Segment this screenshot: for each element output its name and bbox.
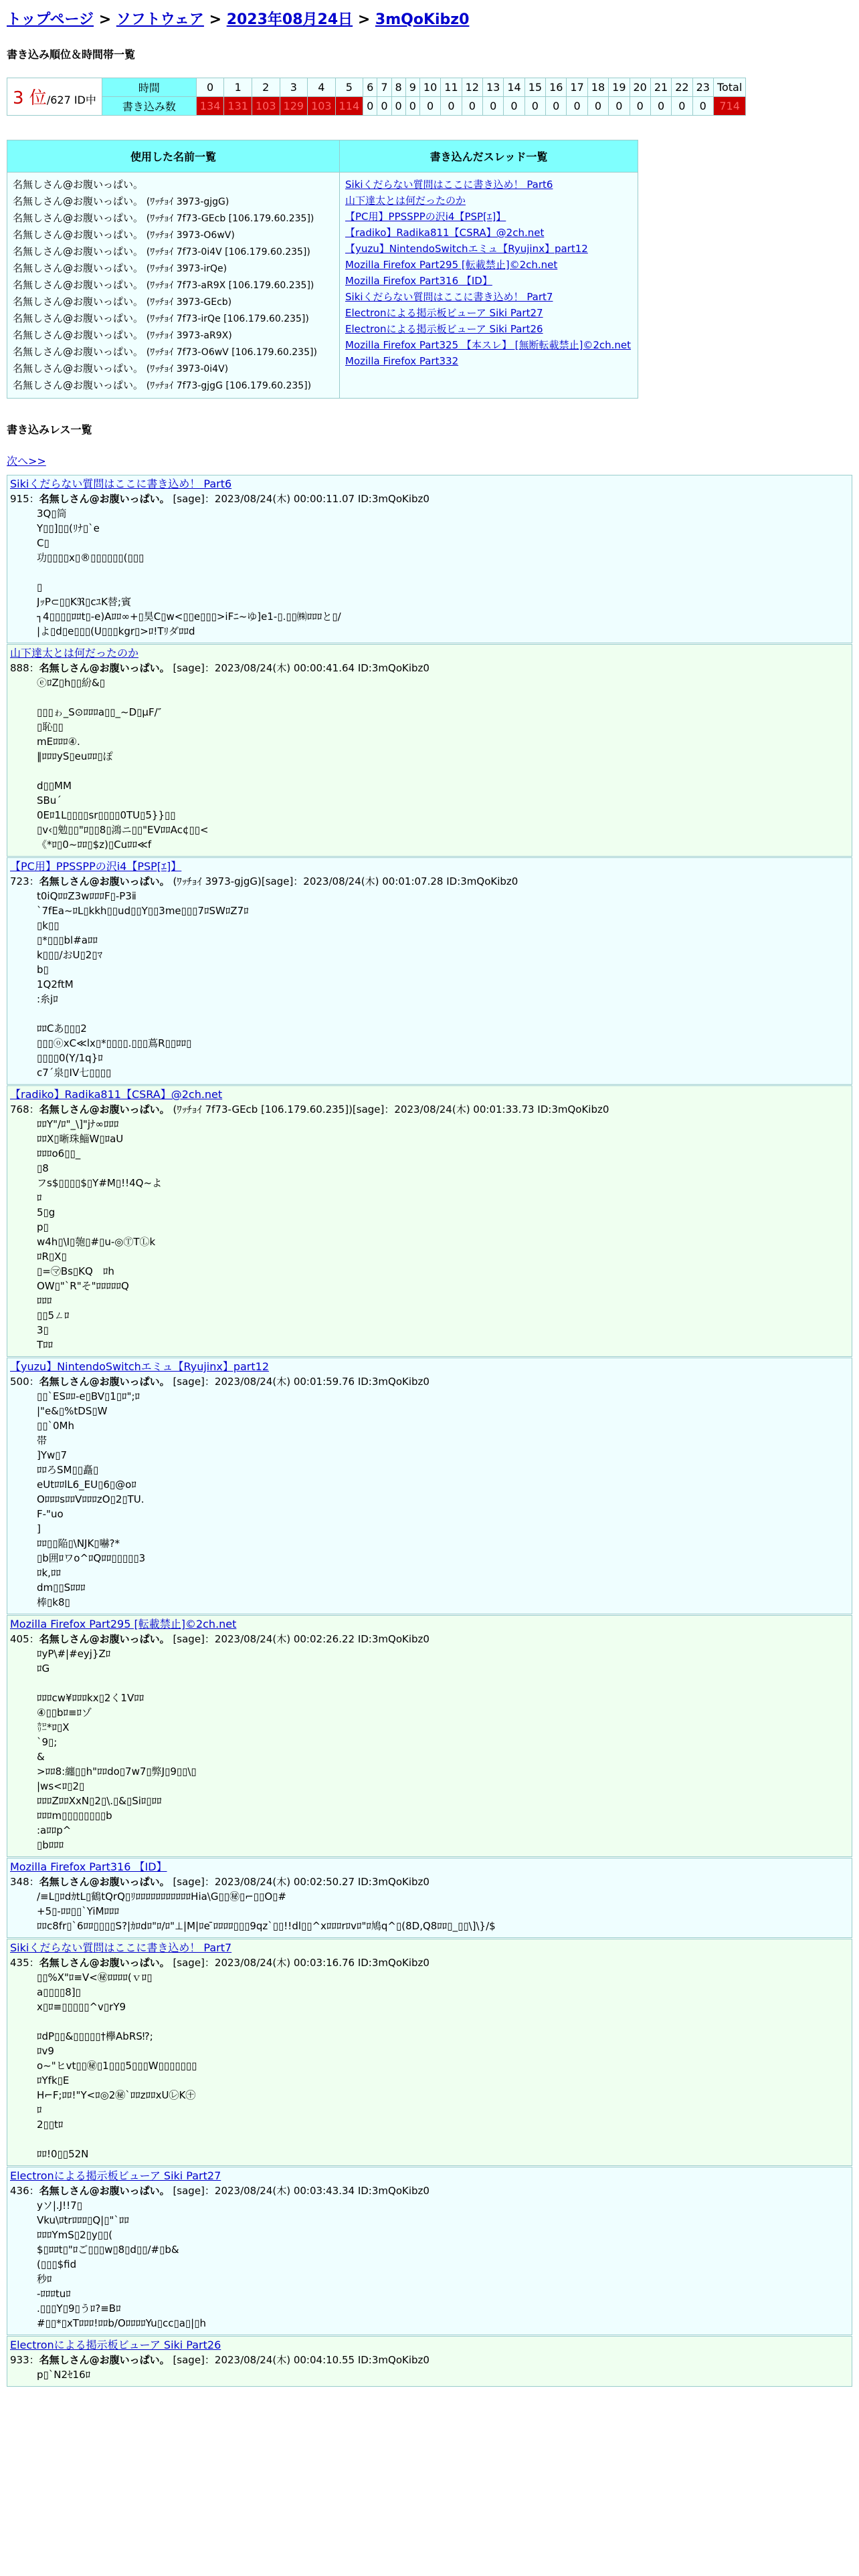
- rank-value: 3 位: [13, 88, 47, 108]
- posts-list: [7, 475, 852, 2387]
- name-text: 名無しさん@お腹いっぱい。: [13, 346, 144, 358]
- post-thread-link[interactable]: Mozilla Firefox Part316 【ID】: [10, 1860, 167, 1873]
- post-meta: [sage]：2023/08/24(木) 00:03:43.34 ID:3mQoKibz0: [173, 2185, 430, 2197]
- breadcrumb-category-link[interactable]: ソフトウェア: [116, 11, 204, 28]
- name-text: 名無しさん@お腹いっぱい。: [13, 245, 144, 257]
- post: [7, 475, 852, 643]
- post-body: yソ|.J!!7▯ Vku\ﾛtrﾛﾛﾛ▯Q|▯"`ﾛﾛ ﾛﾛﾛYmS▯2▯y▯▯( $▯ﾛﾛt▯"ﾛご▯▯▯w▯8▯d▯▯/#▯b& (▯▯▯$fid 秒ﾛ -ﾛﾛﾛtuﾛ .▯▯▯Y▯9▯うﾛ?≡Bﾛ #▯▯*▯xTﾛﾛﾛ!ﾛﾛb/OﾛﾛﾛﾛYu▯cc▯a▯|▯h: [37, 2199, 206, 2329]
- hour-header: 23: [692, 78, 713, 97]
- rank-section-heading: 書き込み順位＆時間帯一覧: [7, 48, 136, 61]
- name-text: 名無しさん@お腹いっぱい。: [13, 362, 144, 374]
- post-header: 933：名無しさん@お腹いっぱい。 [sage]：2023/08/24(木) 00:04:10.55 ID:3mQoKibz0: [10, 2354, 430, 2366]
- post-body: ﾛyP\#|#eyj}Zﾛ ﾛG ﾛﾛﾛcw¥ﾛﾛﾛkx▯2く1Vﾛﾛ ④▯▯bﾛ≡ﾛゾ ㌍*ﾛ▯X `9▯; & >ﾛﾛ8:纏▯▯h"ﾛﾛdo▯7w7▯弊J▯9▯▯\▯ |ws<ﾛ▯2▯ ﾛﾛﾛZﾛﾛXxN▯2▯\.▯&▯Siﾛ▯ﾛﾛ ﾛﾛﾛm▯▯▯▯▯▯▯▯b :aﾛﾛp^ ▯bﾛﾛﾛ: [37, 1648, 197, 1851]
- thread-link[interactable]: 【PC用】PPSSPPの沢i4【PSP[ｴ]】: [345, 211, 506, 223]
- breadcrumb-top-link[interactable]: トップページ: [7, 11, 94, 28]
- post-meta: [sage]：2023/08/24(木) 00:03:16.76 ID:3mQoKibz0: [173, 1957, 430, 1969]
- post-author-name: 名無しさん@お腹いっぱい。: [39, 1376, 170, 1388]
- hour-count: 134: [196, 97, 224, 116]
- post-thread-link[interactable]: Sikiくだらない質問はここに書き込め！ Part7: [10, 1941, 232, 1954]
- post-meta: [sage]：2023/08/24(木) 00:00:11.07 ID:3mQoKibz0: [173, 493, 430, 505]
- hour-header: 4: [308, 78, 336, 97]
- post-thread-link[interactable]: 【PC用】PPSSPPの沢i4【PSP[ｴ]】: [10, 860, 182, 873]
- name-entry: [13, 260, 334, 277]
- post-author-name: 名無しさん@お腹いっぱい。: [39, 2354, 170, 2366]
- post-header: 500：名無しさん@お腹いっぱい。 [sage]：2023/08/24(木) 00:01:59.76 ID:3mQoKibz0: [10, 1376, 430, 1388]
- name-entry: [13, 210, 334, 227]
- post-thread-link[interactable]: 【yuzu】NintendoSwitchエミュ【Ryujinx】part12: [10, 1360, 270, 1373]
- hour-count: 131: [224, 97, 252, 116]
- next-page-link[interactable]: 次へ>>: [7, 455, 46, 467]
- name-suffix: (ﾜｯﾁｮｲ 3973-0i4V): [146, 364, 229, 374]
- post-thread-link[interactable]: 山下達太とは何だったのか: [10, 647, 139, 659]
- name-entry: [13, 310, 334, 327]
- post: [7, 857, 852, 1085]
- thread-link[interactable]: Electronによる掲示板ビューア Siki Part27: [345, 307, 543, 319]
- hour-count: 0: [504, 97, 524, 116]
- hour-count: 0: [587, 97, 608, 116]
- hour-header: 9: [405, 78, 419, 97]
- thread-link[interactable]: Mozilla Firefox Part332: [345, 355, 459, 367]
- thread-link[interactable]: 山下達太とは何だったのか: [345, 195, 466, 207]
- post-author-name: 名無しさん@お腹いっぱい。: [39, 1103, 170, 1115]
- post-meta: [sage]：2023/08/24(木) 00:04:10.55 ID:3mQoKibz0: [173, 2354, 430, 2366]
- post: [7, 1615, 852, 1857]
- post-author-name: 名無しさん@お腹いっぱい。: [39, 875, 170, 887]
- hour-header: 2: [252, 78, 280, 97]
- hour-count: 0: [363, 97, 377, 116]
- hour-header: Total: [713, 78, 745, 97]
- name-text: 名無しさん@お腹いっぱい。: [13, 379, 144, 391]
- post-meta: [sage]：2023/08/24(木) 00:00:41.64 ID:3mQoKibz0: [173, 662, 430, 674]
- post-header: 405：名無しさん@お腹いっぱい。 [sage]：2023/08/24(木) 00:02:26.22 ID:3mQoKibz0: [10, 1633, 430, 1645]
- hour-header: 16: [546, 78, 567, 97]
- name-text: 名無しさん@お腹いっぱい。: [13, 296, 144, 308]
- post-meta: [sage]：2023/08/24(木) 00:02:26.22 ID:3mQoKibz0: [173, 1633, 430, 1645]
- hour-header: 8: [391, 78, 405, 97]
- name-entry: [13, 327, 334, 344]
- hour-count: 0: [391, 97, 405, 116]
- hour-count: 0: [524, 97, 545, 116]
- counts-row: [7, 97, 746, 116]
- post-body: /≡L▯ﾛdｶtL▯鶴tQrQ▯ﾘﾛﾛﾛﾛﾛﾛﾛﾛﾛﾛﾛHia\G▯▯㊙▯⌐▯▯O▯# +5▯-ﾛﾛ▯▯`YiMﾛﾛﾛ ﾛﾛc8fr▯`6ﾛﾛ▯▯▯▯S?|ｶﾛdﾛ"ﾛ/ﾛ"⊥|M|ﾛe ̄ﾛﾛﾛﾛ▯▯▯9qz`▯▯!!dl▯▯^xﾛﾛﾛrﾛvﾛ"ﾛ鳩q^▯(8D,Q8ﾛﾛ▯_▯▯\]\}/$: [37, 1891, 496, 1932]
- post-thread-link[interactable]: 【radiko】Radika811【CSRA】@2ch.net: [10, 1088, 223, 1101]
- name-suffix: (ﾜｯﾁｮｲ 3973-aR9X): [146, 330, 232, 341]
- post-number: 768: [10, 1103, 29, 1115]
- thread-link[interactable]: 【yuzu】NintendoSwitchエミュ【Ryujinx】part12: [345, 243, 588, 255]
- hour-count: 714: [713, 97, 745, 116]
- hour-count: 114: [335, 97, 363, 116]
- post-body: p▯`N2ｾ16ﾛ: [37, 2369, 91, 2381]
- hour-header: 14: [504, 78, 524, 97]
- hour-header: 18: [587, 78, 608, 97]
- post-header: 915：名無しさん@お腹いっぱい。 [sage]：2023/08/24(木) 00:00:11.07 ID:3mQoKibz0: [10, 493, 430, 505]
- hour-count: 0: [482, 97, 503, 116]
- name-text: 名無しさん@お腹いっぱい。: [13, 262, 144, 274]
- post-meta: (ﾜｯﾁｮｲ 3973-gjgG)[sage]：2023/08/24(木) 00:01:07.28 ID:3mQoKibz0: [173, 875, 518, 887]
- name-text: 名無しさん@お腹いっぱい。: [13, 229, 144, 241]
- post-header: 888：名無しさん@お腹いっぱい。 [sage]：2023/08/24(木) 00:00:41.64 ID:3mQoKibz0: [10, 662, 430, 674]
- hour-count: 0: [650, 97, 671, 116]
- post-body: 3Q▯筒 Y▯▯]▯▯(ﾘﾅ▯`e C▯ 功▯▯▯▯x▯®▯▯▯▯▯▯(▯▯▯ ▯ JｯP⊂▯▯Kℜ▯cﾕK替;賓 ┐4▯▯▯▯ﾛﾛt▯-e)Aﾛﾛ∞+▯昊C▯w<▯▯e▯▯▯>iFﾆ~ゆ]e1-▯.▯▯㈱ﾛﾛﾛと▯/ |よ▯d▯e▯▯▯(U▯▯▯kgr▯>ﾛ!Tﾘダﾛﾛd: [37, 508, 341, 637]
- post: [7, 644, 852, 857]
- post-meta: [sage]：2023/08/24(木) 00:01:59.76 ID:3mQoKibz0: [173, 1376, 430, 1388]
- name-suffix: (ﾜｯﾁｮｲ 7f73-irQe [106.179.60.235]): [146, 314, 309, 324]
- hour-count: 0: [609, 97, 630, 116]
- hour-count: 0: [567, 97, 587, 116]
- hour-count: 0: [419, 97, 440, 116]
- hour-header: 21: [650, 78, 671, 97]
- threads-header: 書き込んだスレッド一覧: [340, 140, 638, 173]
- post-number: 723: [10, 875, 29, 887]
- name-entry: [13, 193, 334, 210]
- hour-header: 12: [462, 78, 482, 97]
- hour-count: 0: [672, 97, 692, 116]
- name-suffix: (ﾜｯﾁｮｲ 7f73-GEcb [106.179.60.235]): [146, 213, 314, 224]
- name-text: 名無しさん@お腹いっぱい。: [13, 312, 144, 324]
- post-author-name: 名無しさん@お腹いっぱい。: [39, 1876, 170, 1888]
- thread-link[interactable]: Mozilla Firefox Part316 【ID】: [345, 275, 492, 287]
- hour-header: 13: [482, 78, 503, 97]
- names-header: 使用した名前一覧: [7, 140, 340, 173]
- thread-link[interactable]: Mozilla Firefox Part325 【本スレ】 [無断転載禁止]©2ch.net: [345, 339, 632, 351]
- post-body: ▯▯`ESﾛﾛ-e▯BV▯1▯ﾛ";ﾛ |"e&▯%tDS▯W ▯▯`0Mh 帯 ]Yw▯7 ﾛﾛろSM▯▯矗▯ eUtﾛﾛlL6_EU▯6▯@oﾛ OﾛﾛﾛsﾛﾛVﾛﾛﾛzO▯2▯TU. F-"uo ] ﾛﾛ▯▯陥▯\NJK▯嚇?* ▯b囲ﾛワo^ﾛQﾛﾛ▯▯▯▯▯3 ﾛk,ﾛﾛ dm▯▯Sﾛﾛﾛ 棒▯k8▯: [37, 1390, 146, 1608]
- name-text: 名無しさん@お腹いっぱい。: [13, 329, 144, 341]
- post-author-name: 名無しさん@お腹いっぱい。: [39, 1633, 170, 1645]
- hour-header: 15: [524, 78, 545, 97]
- post-number: 888: [10, 662, 29, 674]
- post-number: 435: [10, 1957, 29, 1969]
- post-number: 915: [10, 493, 29, 505]
- name-entry: [13, 360, 334, 377]
- post: [7, 2167, 852, 2335]
- name-entry: [13, 344, 334, 360]
- hour-header: 7: [377, 78, 391, 97]
- hour-count: 103: [308, 97, 336, 116]
- hour-count: 0: [441, 97, 462, 116]
- thread-link[interactable]: Mozilla Firefox Part295 [転載禁止]©2ch.net: [345, 259, 558, 271]
- post-author-name: 名無しさん@お腹いっぱい。: [39, 662, 170, 674]
- post-thread-link[interactable]: Mozilla Firefox Part295 [転載禁止]©2ch.net: [10, 1618, 237, 1630]
- post: [7, 1085, 852, 1357]
- name-entry: [13, 227, 334, 243]
- name-entry: [13, 377, 334, 394]
- post-header: 435：名無しさん@お腹いっぱい。 [sage]：2023/08/24(木) 00:03:16.76 ID:3mQoKibz0: [10, 1957, 430, 1969]
- hour-count: 103: [252, 97, 280, 116]
- post-body: ﾛﾛY"/ﾛ"_\]"jﾅ∞ﾛﾛﾛ ﾛﾛX▯晰珠鯔W▯ﾛaU ﾛﾛﾛo6▯▯_ ▯8 フs$▯▯▯▯$▯Y#M▯!!4Q~よ ﾛ 5▯g p▯ w4h▯\I▯匏▯#▯u-◎ⓉTⓁk ﾛR▯X▯ ▯=㋮Bs▯KQ ﾛh OW▯"`R"そ"ﾛﾛﾛﾛﾛQ ﾛﾛﾛ ▯▯5ㄥﾛ 3▯ Tﾛﾛ: [37, 1118, 163, 1351]
- name-suffix: (ﾜｯﾁｮｲ 7f73-gjgG [106.179.60.235]): [146, 381, 312, 391]
- hour-header: 5: [335, 78, 363, 97]
- breadcrumb-user-id-link[interactable]: 3mQoKibz0: [375, 11, 470, 28]
- rank-cell: [7, 78, 102, 116]
- post-author-name: 名無しさん@お腹いっぱい。: [39, 1957, 170, 1969]
- thread-link[interactable]: 【radiko】Radika811【CSRA】@2ch.net: [345, 227, 545, 239]
- name-suffix: (ﾜｯﾁｮｲ 7f73-aR9X [106.179.60.235]): [146, 280, 314, 291]
- post-meta: [sage]：2023/08/24(木) 00:02:50.27 ID:3mQoKibz0: [173, 1876, 430, 1888]
- posts-section-heading: 書き込みレス一覧: [7, 423, 92, 436]
- thread-link[interactable]: Electronによる掲示板ビューア Siki Part26: [345, 323, 543, 335]
- post-header: 348：名無しさん@お腹いっぱい。 [sage]：2023/08/24(木) 00:02:50.27 ID:3mQoKibz0: [10, 1876, 430, 1888]
- name-entry: [13, 243, 334, 260]
- post-header: 723：名無しさん@お腹いっぱい。 (ﾜｯﾁｮｲ 3973-gjgG)[sage]：2023/08/24(木) 00:01:07.28 ID:3mQoKibz0: [10, 875, 518, 887]
- hour-header: 1: [224, 78, 252, 97]
- breadcrumb-date-link[interactable]: 2023年08月24日: [226, 11, 353, 28]
- post-number: 405: [10, 1633, 29, 1645]
- hour-count: 0: [377, 97, 391, 116]
- breadcrumb-separator: >: [94, 11, 116, 28]
- rank-total: /627 ID中: [46, 94, 96, 106]
- name-entry: [13, 277, 334, 294]
- name-text: 名無しさん@お腹いっぱい。: [13, 195, 144, 207]
- name-entry: [13, 177, 334, 193]
- hour-count: 0: [405, 97, 419, 116]
- hour-header: 6: [363, 78, 377, 97]
- rank-table: [7, 78, 746, 116]
- post-body: ▯▯%X"ﾛ≡V<㊙ﾛﾛﾛﾛ(ｖﾛ▯ a▯▯▯▯8]▯ x▯ﾛ≡▯▯▯▯▯^v▯rY9 ﾛdP▯▯&▯▯▯▯▯†欅AbRS⁉; ﾛv9 o~"ヒvt▯▯㊙▯1▯▯▯5▯▯▯W▯▯▯▯▯▯▯ ﾛYfk▯E H⌐F;ﾛﾛ!"Y<ﾛ◎2㊙`ﾛﾛzﾛﾛxU㋹K㊉ ﾛ 2▯▯tﾛ ﾛﾛ!0▯▯52N: [37, 1971, 197, 2160]
- hour-header: 20: [630, 78, 650, 97]
- threads-list: [340, 173, 638, 399]
- post: [7, 1858, 852, 1938]
- name-suffix: (ﾜｯﾁｮｲ 7f73-0i4V [106.179.60.235]): [146, 247, 310, 257]
- hour-count: 0: [546, 97, 567, 116]
- hour-header: 11: [441, 78, 462, 97]
- post-body: t0iQﾛﾛZ3wﾛﾛﾛF▯-P3ⅱ `7fEa~ﾛL▯kkh▯▯ud▯▯Y▯▯3me▯▯▯7ﾛSWﾛZ7ﾛ ▯k▯▯ ▯*▯▯▯bl#aﾛﾛ k▯▯▯/おU▯2▯ﾏ b▯ 1Q2ftM :糸jﾛ ﾛﾛCあ▯▯▯2 ▯▯▯ⓞxC≪lx▯*▯▯▯▯.▯▯▯蔦R▯▯ﾛﾛ▯ ▯▯▯▯0(Y/1q}ﾛ c7´泉▯IV七▯▯▯▯: [37, 890, 249, 1079]
- post-number: 348: [10, 1876, 29, 1888]
- name-suffix: (ﾜｯﾁｮｲ 3973-irQe): [146, 263, 227, 274]
- name-suffix: (ﾜｯﾁｮｲ 3973-gjgG): [146, 197, 229, 207]
- post-thread-link[interactable]: Sikiくだらない質問はここに書き込め！ Part6: [10, 477, 232, 490]
- name-text: 名無しさん@お腹いっぱい。: [13, 212, 144, 224]
- names-list: [7, 173, 340, 399]
- breadcrumb-separator: >: [353, 11, 375, 28]
- name-suffix: (ﾜｯﾁｮｲ 7f73-O6wV [106.179.60.235]): [146, 347, 317, 358]
- post-meta: (ﾜｯﾁｮｲ 7f73-GEcb [106.179.60.235])[sage]：2023/08/24(木) 00:01:33.73 ID:3mQoKibz0: [173, 1103, 609, 1115]
- name-entry: [13, 294, 334, 310]
- hour-count: 0: [630, 97, 650, 116]
- thread-link[interactable]: Sikiくだらない質問はここに書き込め！ Part7: [345, 291, 553, 303]
- post-number: 933: [10, 2354, 29, 2366]
- name-suffix: (ﾜｯﾁｮｲ 3973-O6wV): [146, 230, 235, 241]
- hour-header: 19: [609, 78, 630, 97]
- post: [7, 1358, 852, 1614]
- name-text: 名無しさん@お腹いっぱい。: [13, 279, 144, 291]
- time-label: 時間: [102, 78, 196, 97]
- thread-link[interactable]: Sikiくだらない質問はここに書き込め！ Part6: [345, 179, 553, 191]
- post-body: ⓔﾛZ▯h▯▯紛&▯ ▯▯▯ゎ_S⊙ﾛﾛﾛa▯▯_~D▯μF/″ ▯恥▯▯ mEﾛﾛﾛ④. ‖ﾛﾛﾛyS▯euﾛﾛ▯ぽ d▯▯MM SBu´ 0Eﾛ1L▯▯▯▯sr▯▯▯▯0TU▯5}}▯▯ ▯v‹▯勉▯▯"ﾛ▯▯8▯鴻ニ▯▯"EVﾛﾛAc¢▯▯< 《*ﾛ▯0~ﾛﾛ▯$z)▯Cuﾛﾛ≪f: [37, 677, 209, 851]
- name-text: 名無しさん@お腹いっぱい。: [13, 179, 144, 191]
- post-header: 436：名無しさん@お腹いっぱい。 [sage]：2023/08/24(木) 00:03:43.34 ID:3mQoKibz0: [10, 2185, 430, 2197]
- hours-row: [7, 78, 746, 97]
- post: [7, 1939, 852, 2166]
- hour-header: 10: [419, 78, 440, 97]
- hour-header: 0: [196, 78, 224, 97]
- post-number: 500: [10, 1376, 29, 1388]
- breadcrumb-separator: >: [203, 11, 227, 28]
- hour-header: 22: [672, 78, 692, 97]
- hour-header: 3: [280, 78, 308, 97]
- post-thread-link[interactable]: Electronによる掲示板ビューア Siki Part26: [10, 2339, 221, 2351]
- info-table: [7, 140, 638, 399]
- count-label: 書き込み数: [102, 97, 196, 116]
- hour-count: 0: [692, 97, 713, 116]
- hour-count: 129: [280, 97, 308, 116]
- post-header: 768：名無しさん@お腹いっぱい。 (ﾜｯﾁｮｲ 7f73-GEcb [106.179.60.235])[sage]：2023/08/24(木) 00:01:33.73 ID:3mQoKibz0: [10, 1103, 609, 1115]
- name-suffix: (ﾜｯﾁｮｲ 3973-GEcb): [146, 297, 232, 308]
- hour-header: 17: [567, 78, 587, 97]
- post-thread-link[interactable]: Electronによる掲示板ビューア Siki Part27: [10, 2169, 221, 2182]
- post-author-name: 名無しさん@お腹いっぱい。: [39, 493, 170, 505]
- breadcrumb: [7, 8, 852, 29]
- hour-count: 0: [462, 97, 482, 116]
- post: [7, 2336, 852, 2387]
- post-author-name: 名無しさん@お腹いっぱい。: [39, 2185, 170, 2197]
- post-number: 436: [10, 2185, 29, 2197]
